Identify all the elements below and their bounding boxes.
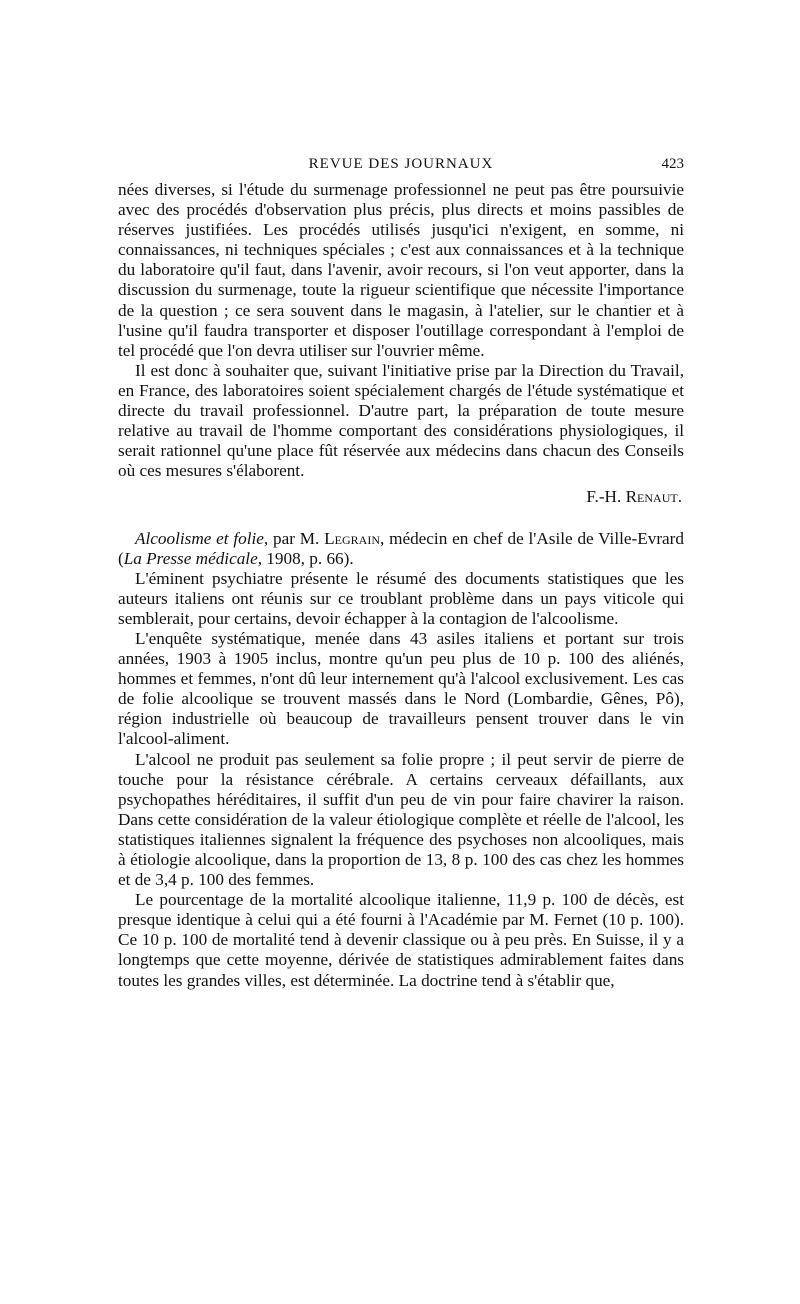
author-signature xyxy=(118,487,684,507)
signature-name: Renaut. xyxy=(625,487,682,507)
article2-paragraph-4: Le pourcentage de la mortalité alcoolique italienne, 11,9 p. 100 de décès, est presque identique à celui qui a été fourni à l'Académie par M. Fernet (10 p. 100). Ce 10 p. 100 de mortalité tend à devenir classique ou à peu près. En Suisse, il y a longtemps que cette moyenne, dérivée de statistiques admirablement faites dans toutes les grandes villes, est déterminée. La doctrine tend à s'établir que, xyxy=(118,890,684,990)
page-body xyxy=(118,180,684,991)
signature-initials: F.-H. xyxy=(586,487,622,507)
article1-paragraph-2: Il est donc à souhaiter que, suivant l'initiative prise par la Direction du Travail, en France, des laboratoires soient spécialement chargés de l'étude systématique et directe du travail professionnel. D'autre part, la préparation de toute mesure relative au travail de l'homme comportant des considérations physiologiques, il serait rationnel qu'une place fût réservée aux médecins dans chacun des Conseils où ces mesures s'élaborent. xyxy=(118,360,684,481)
article2-heading xyxy=(118,529,684,569)
article2-author-after: , médecin en chef de l'Asile de Ville-Evrard ( xyxy=(118,528,684,568)
article1-paragraph-1: nées diverses, si l'étude du surmenage professionnel ne peut pas être poursuivie avec des procédés d'observation plus précis, plus directs et moins passibles de réserves justifiées. Les procédés utilisés jusqu'ici n'exigent, en somme, ni connaissances, ni techniques spéciales ; c'est aux connaissances et à la technique du laboratoire qu'il faut, dans l'avenir, avoir recours, si l'on veut apporter, dans la discussion du surmenage, toute la rigueur scientifique que nécessite l'importance de la question ; ce sera souvent dans le magasin, à l'atelier, sur le chantier et à l'usine qu'il faudra transporter et disposer l'outillage correspondant à l'emploi de tel procédé que l'on devra utiliser sur l'ouvrier même. xyxy=(118,180,684,360)
article2-journal: La Presse médicale xyxy=(123,548,258,568)
article2-paragraph-1: L'éminent psychiatre présente le résumé des documents statistiques que les auteurs italiens ont réunis sur ce troublant problème dans un pays viticole qui semblerait, pour certains, devoir échapper à la contagion de l'alcoolisme. xyxy=(118,568,684,628)
running-header xyxy=(118,150,684,180)
page-number: 423 xyxy=(661,156,684,172)
journal-page xyxy=(118,150,684,991)
article2-author: Legrain xyxy=(324,528,380,548)
article2-title: Alcoolisme et folie xyxy=(135,528,264,548)
article2-title-after: , par M. xyxy=(263,528,325,548)
section-gap xyxy=(118,508,684,529)
article2-paragraph-2: L'enquête systématique, menée dans 43 asiles italiens et portant sur trois années, 1903 à 1905 inclus, montre qu'un peu plus de 10 p. 100 des aliénés, hommes et femmes, n'ont dû leur internement qu'à l'alcool exclusivement. Les cas de folie alcoolique se trouvent massés dans le Nord (Lombardie, Gênes, Pô), région industrielle où beaucoup de travailleurs pensent trouver dans le vin l'alcool-aliment. xyxy=(118,628,684,749)
article2-paragraph-3: L'alcool ne produit pas seulement sa folie propre ; il peut servir de pierre de touche pour la résistance cérébrale. A certains cerveaux défaillants, aux psychopathes héréditaires, il suffit d'un peu de vin pour faire chavirer la raison. Dans cette considération de la valeur étiologique complète et réelle de l'alcool, les statistiques italiennes signalent la fréquence des psychoses non alcooliques, mais à étiologie alcoolique, dans la proportion de 13, 8 p. 100 des cas chez les hommes et de 3,4 p. 100 des femmes. xyxy=(118,749,684,890)
running-title: REVUE DES JOURNAUX xyxy=(308,156,494,172)
article2-citation-after: , 1908, p. 66). xyxy=(257,548,354,568)
